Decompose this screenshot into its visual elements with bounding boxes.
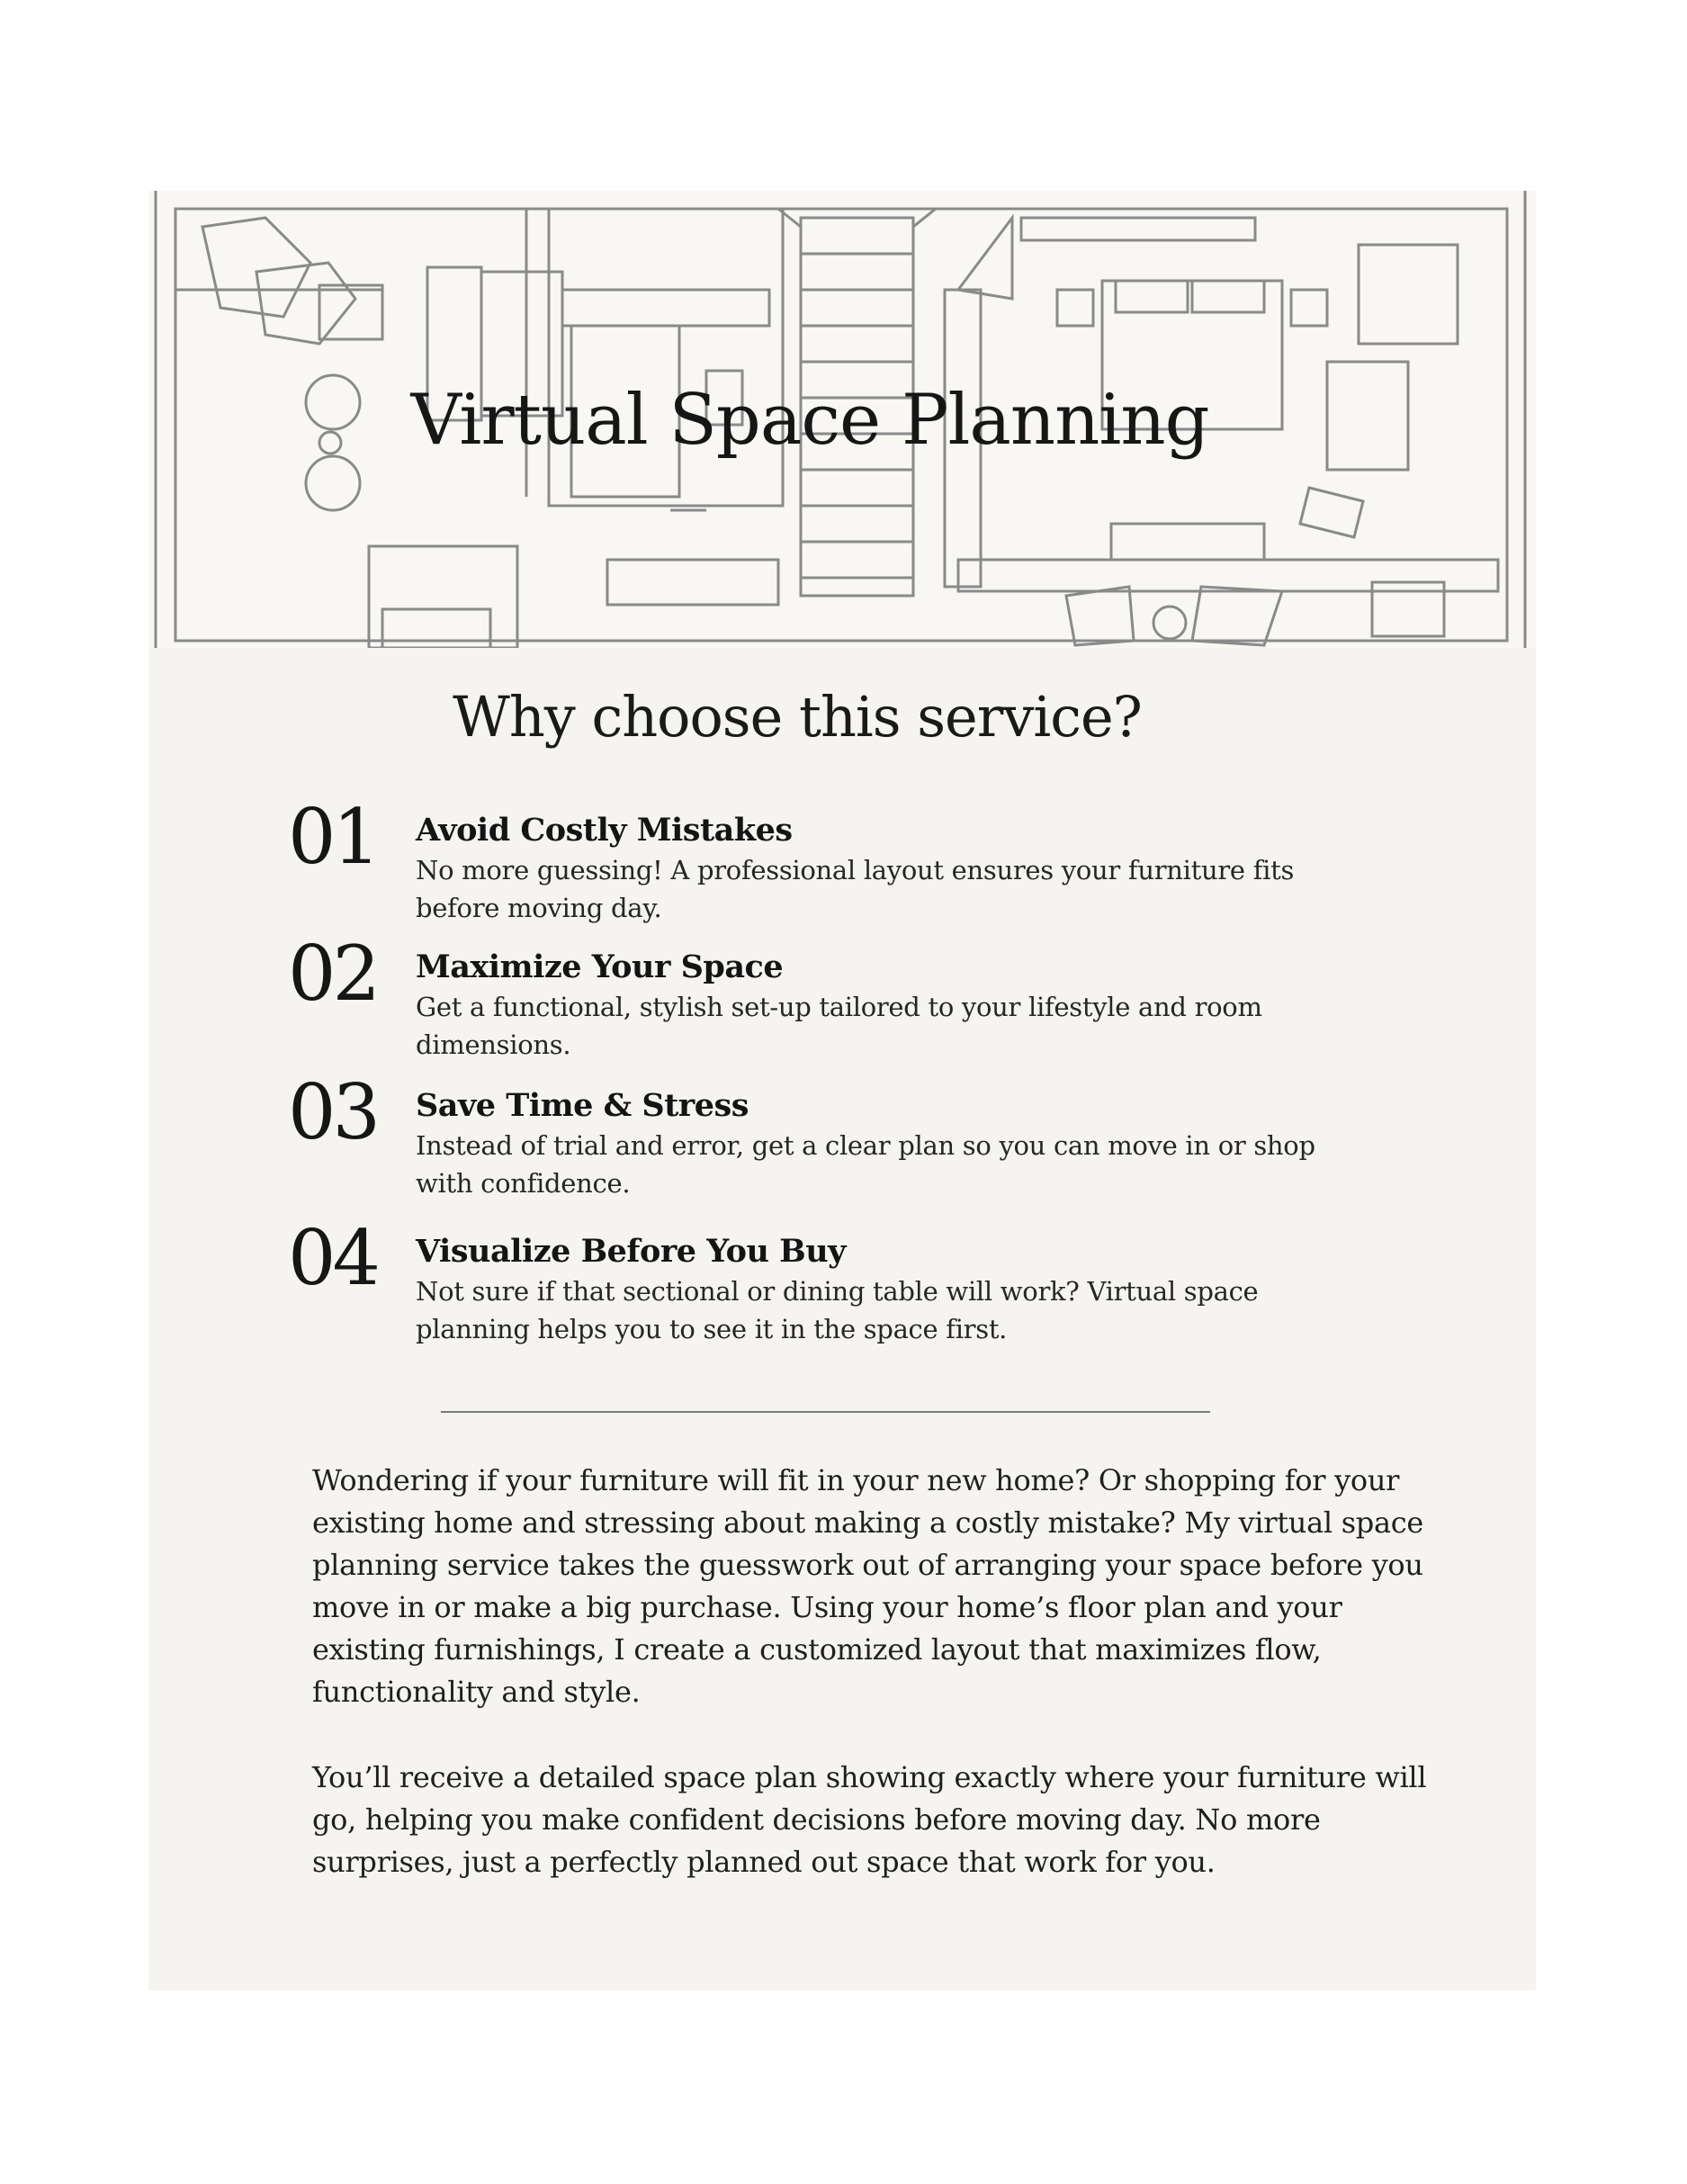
benefit-title: Visualize Before You Buy [416, 1233, 847, 1270]
benefit-number: 03 [288, 1068, 377, 1156]
floor-plan-hero [148, 191, 1536, 648]
benefit-title: Save Time & Stress [416, 1087, 749, 1124]
benefit-title: Avoid Costly Mistakes [416, 812, 793, 849]
benefit-number: 01 [288, 793, 377, 881]
benefit-description: Not sure if that sectional or dining table will work? Virtual space planning helps you to see it in the space first. [416, 1276, 1259, 1344]
benefit-number: 04 [288, 1214, 377, 1302]
divider [441, 1411, 1210, 1413]
benefit-number: 02 [288, 930, 377, 1018]
service-card [148, 191, 1536, 1991]
outcome-paragraph: You’ll receive a detailed space plan showing exactly where your furniture will go, helping you make confident decisions before moving day. No more surprises, just a perfectly planned out space that work for you. [312, 1760, 1427, 1879]
benefit-title: Maximize Your Space [416, 948, 784, 985]
benefit-description: Instead of trial and error, get a clear plan so you can move in or shop with confidence. [416, 1130, 1315, 1199]
page-title: Virtual Space Planning [410, 380, 1209, 461]
section-title: Why choose this service? [453, 684, 1142, 750]
intro-paragraph: Wondering if your furniture will fit in your new home? Or shopping for your existing home and stressing about making a costly mistake? My virtual space planning service takes the guesswork out of arranging your space before you move in or make a big purchase. Using your home’s floor plan and your existing furnishings, I create a customized layout that maximizes flow, functionality and style. [312, 1463, 1424, 1709]
benefit-description: Get a functional, stylish set-up tailored to your lifestyle and room dimensions. [416, 992, 1262, 1060]
benefit-description: No more guessing! A professional layout ensures your furniture fits before moving day. [416, 855, 1295, 923]
